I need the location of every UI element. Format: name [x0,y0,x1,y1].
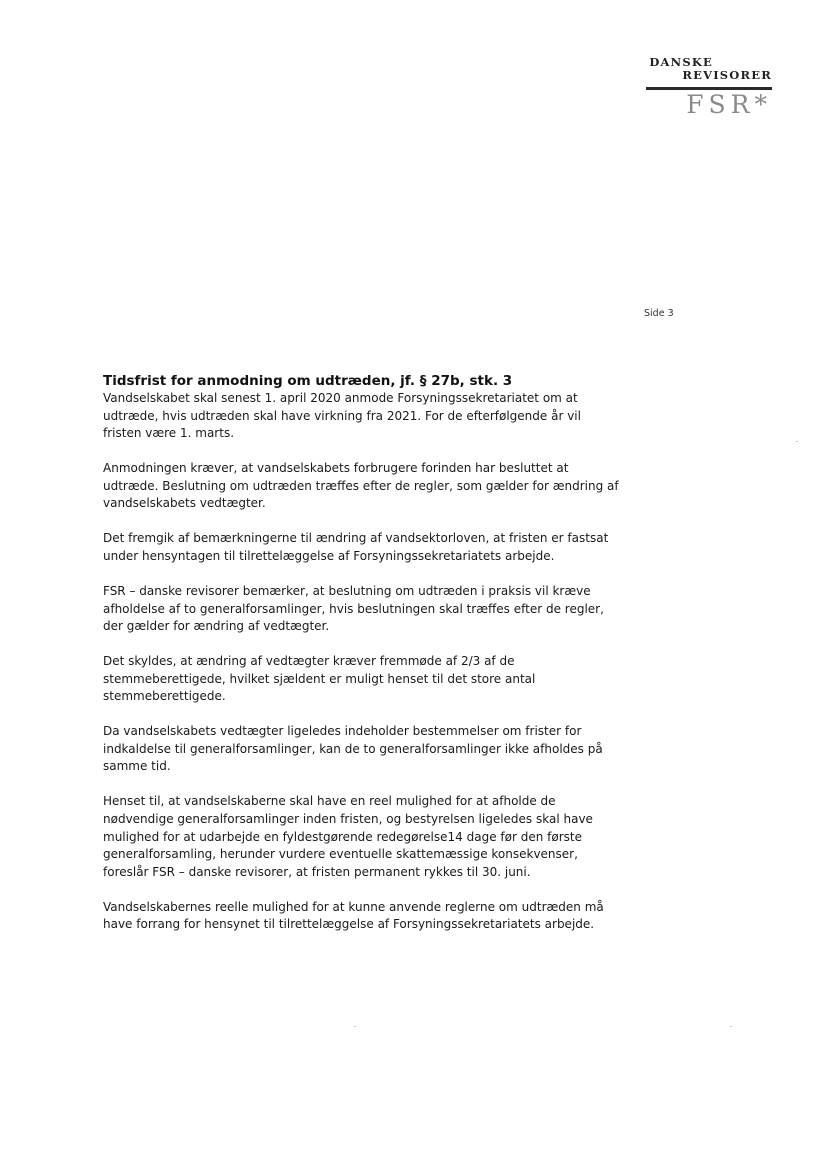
paragraph: Vandselskabet skal senest 1. april 2020 anmode Forsyningssekretariatet om at udtræde, hvis udtræden skal have virkning fra 2021. For de efterfølgende år vil fristen være 1. marts. [103,391,581,441]
paragraph: Henset til, at vandselskaberne skal have en reel mulighed for at afholde de nødvendige generalforsamlinger inden fristen, og bestyrelsen ligeledes skal have mulighed for at udarbejde en fyldestgørende redegørelse14 dage før den første generalforsamling, herunder vurdere eventuelle skattemæssige konsekvenser, foreslår FSR – danske revisorer, at fristen permanent rykkes til 30. juni. [103,794,593,879]
paragraph: Det fremgik af bemærkningerne til ændring af vandsektorloven, at fristen er fastsat under hensyntagen til tilrettelæggelse af Forsyningssekretariatets arbejde. [103,531,609,563]
paragraph: Anmodningen kræver, at vandselskabets forbrugere forinden har besluttet at udtræde. Beslutning om udtræden træffes efter de regler, som gælder for ændring af vandselskabets vedtægter. [103,461,619,511]
logo-fsr-mark: FSR* [686,90,772,119]
paragraph: Vandselskabernes reelle mulighed for at kunne anvende reglerne om udtræden må have forrang for hensynet til tilrettelæggelse af Forsyningssekretariatets arbejde. [103,899,604,932]
section-heading: Tidsfrist for anmodning om udtræden, jf. § 27b, stk. 3 [103,373,513,389]
logo-line-revisorer: REVISORER [682,68,772,82]
scan-speck [730,1026,732,1027]
scan-speck [354,1026,356,1027]
scan-speck [796,441,798,442]
page-number: Side 3 [644,308,674,319]
paragraph: Det skyldes, at ændring af vedtægter kræver fremmøde af 2/3 af de stemmeberettigede, hvilket sjældent er muligt henset til det store antal stemmeberettigede. [103,654,536,704]
paragraph: Da vandselskabets vedtægter ligeledes indeholder bestemmelser om frister for indkaldelse til generalforsamlinger, kan de to generalforsamlinger ikke afholdes på samme tid. [103,724,603,774]
fsr-logo [630,54,775,118]
paragraph: FSR – danske revisorer bemærker, at beslutning om udtræden i praksis vil kræve afholdelse af to generalforsamlinger, hvis beslutningen skal træffes efter de regler, der gælder for ændring af vedtægter. [103,583,604,634]
document-body [103,372,623,951]
logo-line-danske: DANSKE [649,55,713,69]
